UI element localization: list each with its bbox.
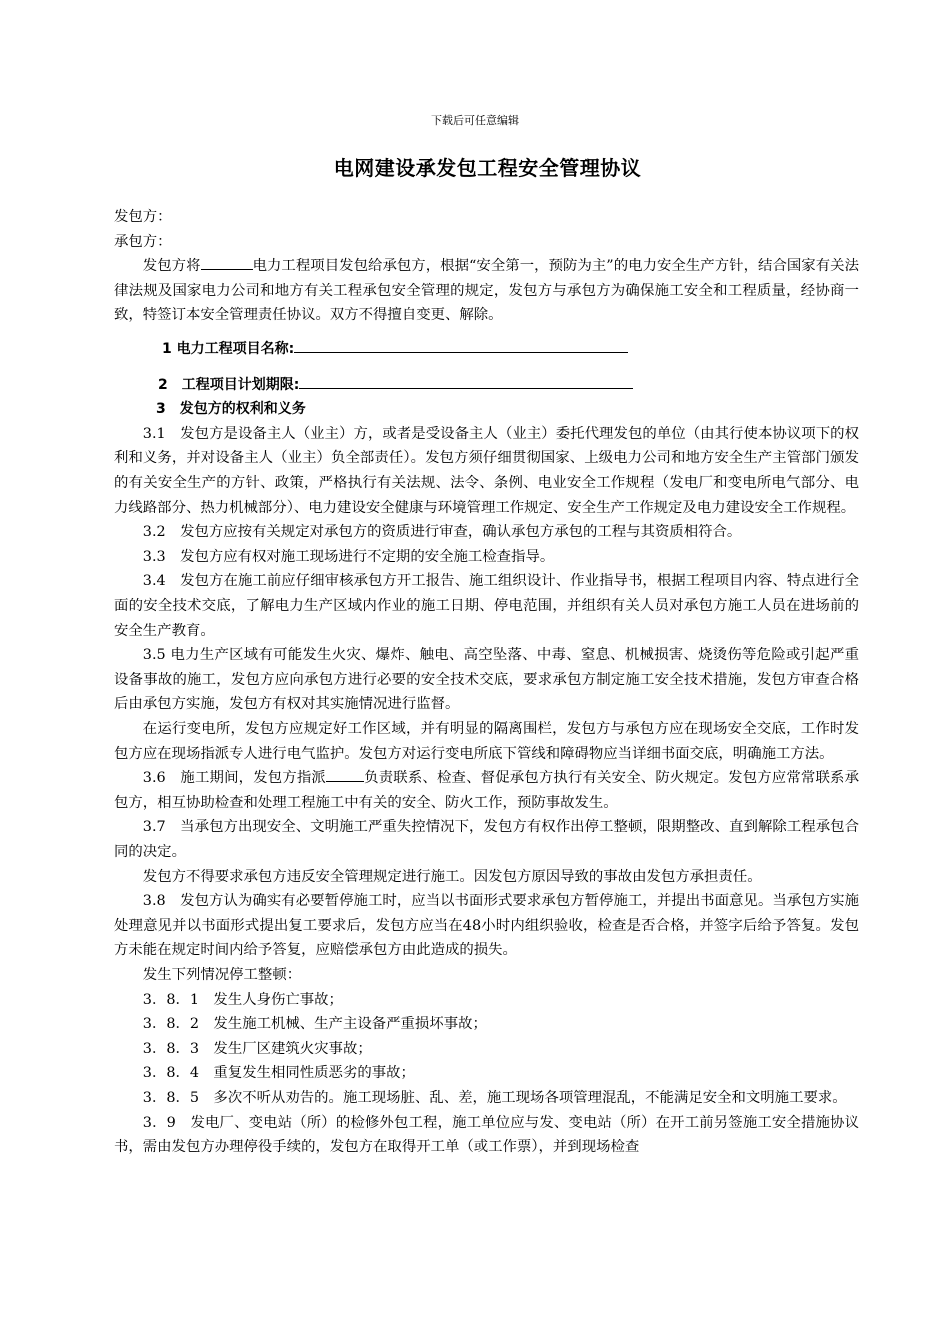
- party-a-line: 发包方：: [114, 209, 172, 225]
- item-project-period: [114, 373, 859, 398]
- clause-3-8-intro: 发生下列情况停工整顿：: [142, 967, 302, 984]
- party-b-line: 承包方：: [114, 233, 172, 250]
- clause-3-8-1: 3．8．1 发生人身伤亡事故；: [142, 991, 343, 1008]
- item-project-name: [114, 337, 859, 362]
- clause-3-8-3: 3．8．3 发生厂区建筑火灾事故；: [142, 1040, 372, 1057]
- clause-3-8-2: 3．8．2 发生施工机械、生产主设备严重损坏事故；: [142, 1016, 487, 1033]
- section-3-heading: 3 发包方的权利和义务: [156, 401, 306, 418]
- project-period-blank[interactable]: [299, 373, 633, 389]
- clause-3-5-substation: 在运行变电所，发包方应规定好工作区域，并有明显的隔离围栏，发包方与承包方应在现场安全交底，工作时发包方应在现场指派专人进行电气监护。发包方对运行变电所底下管线和障碍物应当详细书面交底，明确施工方法。: [114, 720, 859, 762]
- intro-text-rest: 电力工程项目发包给承包方，根据“安全第一，预防为主”的电力安全生产方针，结合国家有关法律法规及国家电力公司和地方有关工程承包安全管理的规定，发包方与承包方为确保施工安全和工程质量，经协商一致，特签订本安全管理责任协议。双方不得擅自变更、解除。: [114, 258, 859, 324]
- project-name-blank[interactable]: [294, 337, 628, 353]
- document-body: [114, 205, 859, 1160]
- clause-3-1: 3.1 发包方是设备主人（业主）方，或者是受设备主人（业主）委托代理发包的单位（由其行使本协议项下的权利和义务，并对设备主人（业主）负全部责任）。发包方须仔细贯彻国家、上级电力公司和地方安全生产主管部门颁发的有关安全生产的方针、政策，严格执行有关法规、法令、条例、电业安全工作规程（发电厂和变电所电气部分、电力线路部分、热力机械部分）、电力建设安全健康与环境管理工作规定、安全生产工作规定及电力建设安全工作规程。: [114, 425, 859, 516]
- clause-3-6: [114, 766, 859, 815]
- clause-3-6-start: 3.6 施工期间，发包方指派: [142, 770, 326, 787]
- item-project-period-label: 2 工程项目计划期限:: [158, 376, 300, 393]
- document-title: 电网建设承发包工程安全管理协议: [333, 156, 642, 180]
- clause-3-7-responsibility: 发包方不得要求承包方违反安全管理规定进行施工。因发包方原因导致的事故由发包方承担责任。: [142, 868, 762, 885]
- intro-text-start: 发包方将: [142, 258, 201, 275]
- clause-3-5: 3.5 电力生产区域有可能发生火灾、爆炸、触电、高空坠落、中毒、窒息、机械损害、烧烫伤等危险或引起严重设备事故的施工，发包方应向承包方进行必要的安全技术交底，要求承包方制定施工安全技术措施，发包方审查合格后由承包方实施，发包方有权对其实施情况进行监督。: [114, 647, 859, 713]
- project-blank[interactable]: [201, 254, 253, 270]
- clause-3-8-4: 3．8．4 重复发生相同性质恶劣的事故；: [142, 1065, 415, 1082]
- clause-3-8-5: 3．8．5 多次不听从劝告的。施工现场脏、乱、差，施工现场各项管理混乱，不能满足安全和文明施工要求。: [142, 1090, 847, 1106]
- clause-3-9: 3．9 发电厂、变电站（所）的检修外包工程，施工单位应与发、变电站（所）在开工前另签施工安全措施协议书，需由发包方办理停役手续的，发包方在取得开工单（或工作票），并到现场检查: [114, 1114, 859, 1156]
- clause-3-3: 3.3 发包方应有权对施工现场进行不定期的安全施工检查指导。: [142, 548, 555, 565]
- clause-3-6-rest: 负责联系、检查、督促承包方执行有关安全、防火规定。发包方应常常联系承包方，相互协助检查和处理工程施工中有关的安全、防火工作，预防事故发生。: [114, 770, 859, 811]
- clause-3-7: 3.7 当承包方出现安全、文明施工严重失控情况下，发包方有权作出停工整顿，限期整改、直到解除工程承包合同的决定。: [114, 819, 859, 861]
- header-note: 下载后可任意编辑: [431, 114, 519, 127]
- clause-3-2: 3.2 发包方应按有关规定对承包方的资质进行审查，确认承包方承包的工程与其资质相符合。: [142, 524, 742, 541]
- item-project-name-label: 1 电力工程项目名称:: [162, 341, 295, 358]
- liaison-person-blank[interactable]: [326, 766, 364, 782]
- clause-3-4: 3.4 发包方在施工前应仔细审核承包方开工报告、施工组织设计、作业指导书，根据工程项目内容、特点进行全面的安全技术交底，了解电力生产区域内作业的施工日期、停电范围，并组织有关人员对承包方施工人员在进场前的安全生产教育。: [114, 573, 859, 639]
- clause-3-8: 3.8 发包方认为确实有必要暂停施工时，应当以书面形式要求承包方暂停施工，并提出书面意见。当承包方实施处理意见并以书面形式提出复工要求后，发包方应当在48小时内组织验收，检查是否合格，并签字后给予答复。发包方未能在规定时间内给予答复，应赔偿承包方由此造成的损失。: [114, 893, 859, 959]
- intro-paragraph: [114, 254, 859, 328]
